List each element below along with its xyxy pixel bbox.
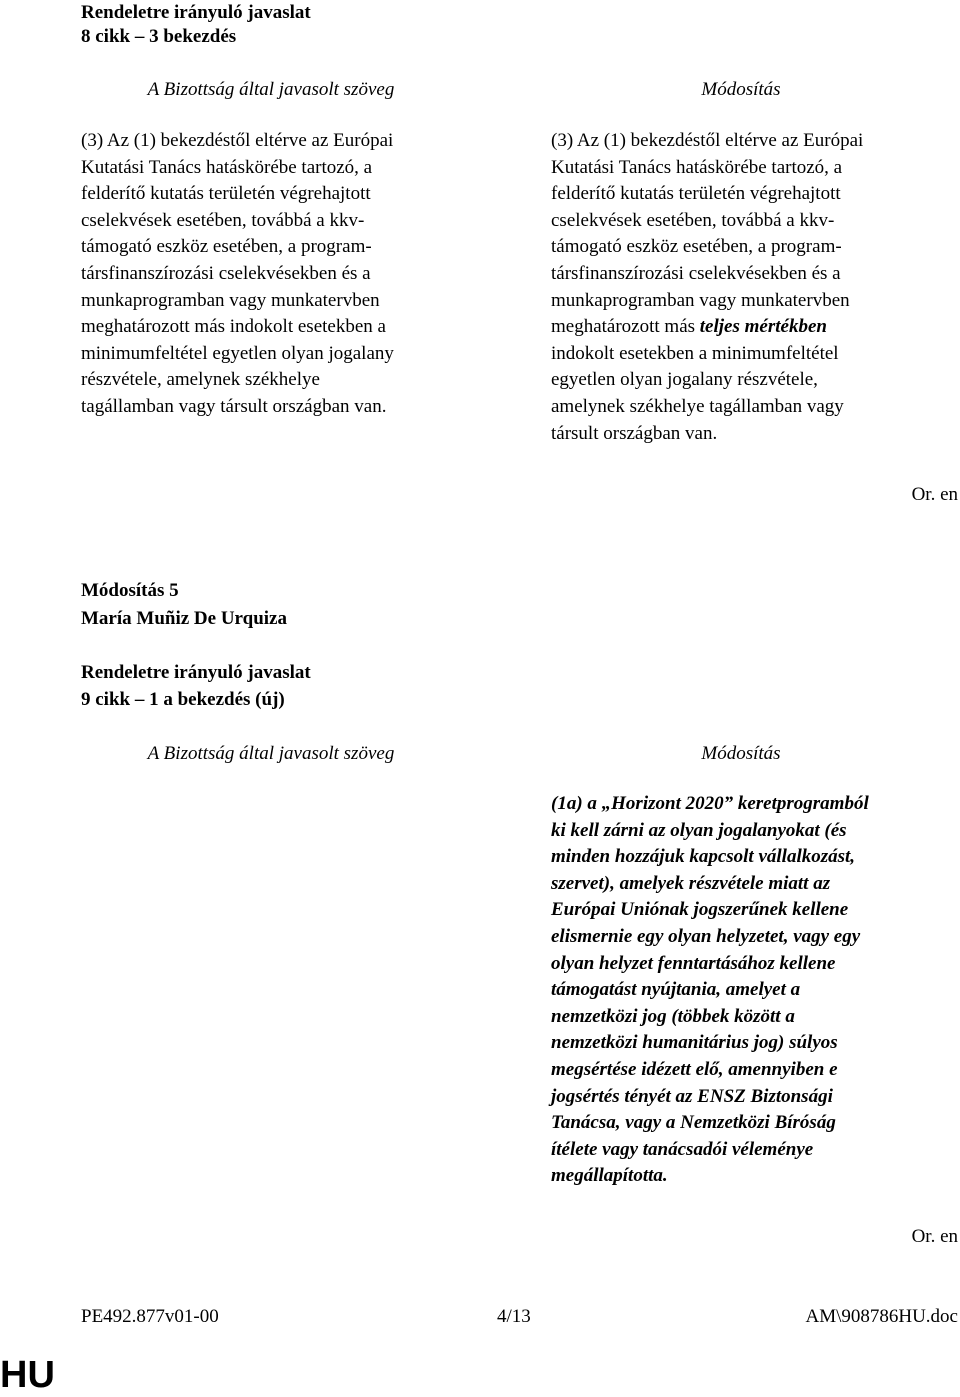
text-line: Tanácsa, vagy a Nemzetközi Bíróság: [551, 1112, 836, 1134]
text-line: cselekvések esetében, továbbá a kkv-: [81, 209, 365, 231]
text-line-with-insertion: [551, 314, 931, 341]
text-line: nemzetközi humanitárius jog) súlyos: [551, 1032, 838, 1054]
text-line: elismernie egy olyan helyzetet, vagy egy: [551, 925, 861, 947]
text-line: ki kell zárni az olyan jogalanyokat (és: [551, 819, 847, 841]
text-line: olyan helyzet fenntartásához kellene: [551, 952, 836, 974]
text-line: (1a) a „Horizont 2020” keretprogramból: [551, 793, 869, 814]
amendment-header: Módosítás: [701, 743, 781, 764]
text-line: tagállamban vagy társult országban van.: [81, 395, 387, 417]
original-language: Or. en: [911, 1226, 958, 1247]
commission-text-header: A Bizottság által javasolt szöveg: [147, 79, 395, 100]
amendment-text-body: [551, 791, 931, 1190]
footer-page-number: 4/13: [497, 1306, 531, 1327]
article-heading: Rendeletre irányuló javaslat: [81, 2, 311, 23]
commission-text-body: [81, 128, 461, 421]
text-line: munkaprogramban vagy munkatervben: [81, 289, 380, 311]
text-line: meghatározott más indokolt esetekben a: [81, 316, 386, 338]
original-language: Or. en: [911, 484, 958, 505]
footer-document: AM\908786HU.doc: [805, 1306, 958, 1327]
text-line: amelynek székhelye tagállamban vagy: [551, 395, 844, 417]
text-line: társfinanszírozási cselekvésekben és a: [81, 262, 371, 284]
text-line: megállapította.: [551, 1165, 668, 1187]
text-line: társult országban van.: [551, 422, 718, 444]
text-line: támogató eszköz esetében, a program-: [551, 236, 842, 258]
inserted-text: teljes mértékben: [699, 316, 827, 338]
amendment-number: Módosítás 5: [81, 580, 179, 601]
commission-text-header: A Bizottság által javasolt szöveg: [147, 743, 395, 764]
text-line: ítélete vagy tanácsadói véleménye: [551, 1138, 814, 1160]
text-line: minimumfeltétel egyetlen olyan jogalany: [81, 342, 394, 364]
article-heading: Rendeletre irányuló javaslat: [81, 662, 311, 683]
text-line: megsértése idézett elő, amennyiben e: [551, 1058, 838, 1080]
text-line: (3) Az (1) bekezdéstől eltérve az Európai: [551, 130, 864, 151]
language-code: HU: [0, 1354, 55, 1396]
text-line: (3) Az (1) bekezdéstől eltérve az Európai: [81, 130, 394, 151]
text-line: Kutatási Tanács hatáskörébe tartozó, a: [551, 156, 843, 178]
text-line: Kutatási Tanács hatáskörébe tartozó, a: [81, 156, 373, 178]
text-line: nemzetközi jog (többek között a: [551, 1005, 795, 1027]
text-line: felderítő kutatás területén végrehajtott: [551, 183, 841, 205]
text-line: cselekvések esetében, továbbá a kkv-: [551, 209, 835, 231]
amendment-header: Módosítás: [701, 79, 781, 100]
text-fragment: meghatározott más: [551, 316, 700, 338]
footer-reference: PE492.877v01-00: [81, 1306, 219, 1327]
text-line: támogatást nyújtania, amelyet a: [551, 979, 801, 1001]
text-line: jogsértés tényét az ENSZ Biztonsági: [551, 1085, 833, 1107]
article-subheading: 9 cikk – 1 a bekezdés (új): [81, 689, 285, 710]
amendment-author: María Muñiz De Urquiza: [81, 608, 287, 629]
text-line: egyetlen olyan jogalany részvétele,: [551, 369, 818, 391]
text-line: Európai Uniónak jogszerűnek kellene: [551, 899, 849, 921]
text-line: támogató eszköz esetében, a program-: [81, 236, 372, 258]
text-line: munkaprogramban vagy munkatervben: [551, 289, 850, 311]
text-line: minden hozzájuk kapcsolt vállalkozást,: [551, 846, 856, 868]
text-line: társfinanszírozási cselekvésekben és a: [551, 262, 841, 284]
text-line: szervet), amelyek részvétele miatt az: [551, 872, 831, 894]
article-subheading: 8 cikk – 3 bekezdés: [81, 26, 237, 47]
text-line: részvétele, amelynek székhelye: [81, 369, 320, 391]
text-line: indokolt esetekben a minimumfeltétel: [551, 342, 839, 364]
text-line: felderítő kutatás területén végrehajtott: [81, 183, 371, 205]
amendment-text-body: [551, 128, 931, 447]
